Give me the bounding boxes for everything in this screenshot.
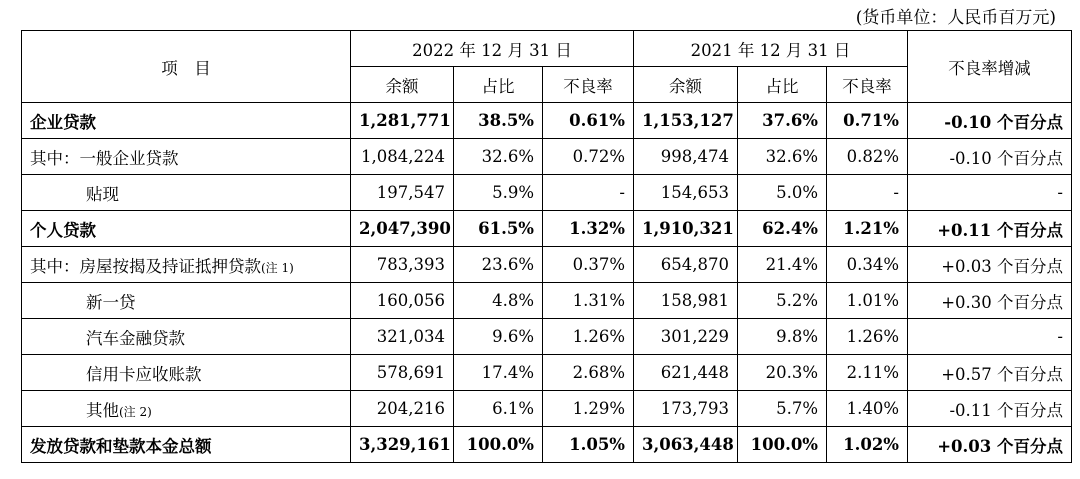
row-label: 个人贷款	[22, 211, 351, 247]
share-2022: 61.5%	[454, 211, 543, 247]
header-npl-2022: 不良率	[543, 67, 634, 103]
npl-change: -0.10 个百分点	[908, 139, 1072, 175]
npl-2022: 0.37%	[543, 247, 634, 283]
npl-change: +0.57 个百分点	[908, 355, 1072, 391]
npl-2022: 0.72%	[543, 139, 634, 175]
share-2022: 5.9%	[454, 175, 543, 211]
npl-change: -0.10 个百分点	[908, 103, 1072, 139]
balance-2022: 1,084,224	[351, 139, 454, 175]
share-2022: 4.8%	[454, 283, 543, 319]
npl-change: -0.11 个百分点	[908, 391, 1072, 427]
table-row	[22, 175, 1072, 211]
table-row	[22, 103, 1072, 139]
share-2021: 5.0%	[738, 175, 827, 211]
npl-2021: 0.71%	[827, 103, 908, 139]
balance-2021: 1,153,127	[634, 103, 738, 139]
footnote-ref: (注 2)	[119, 404, 152, 419]
npl-2021: 2.11%	[827, 355, 908, 391]
balance-2021: 301,229	[634, 319, 738, 355]
row-label: 企业贷款	[22, 103, 351, 139]
balance-2021: 173,793	[634, 391, 738, 427]
share-2022: 100.0%	[454, 427, 543, 463]
npl-2022: -	[543, 175, 634, 211]
npl-change: +0.03 个百分点	[908, 247, 1072, 283]
balance-2021: 1,910,321	[634, 211, 738, 247]
share-2021: 5.7%	[738, 391, 827, 427]
npl-2022: 1.29%	[543, 391, 634, 427]
npl-2021: 0.34%	[827, 247, 908, 283]
footnote-ref: (注 1)	[261, 260, 294, 275]
balance-2021: 158,981	[634, 283, 738, 319]
header-balance-2021: 余额	[634, 67, 738, 103]
share-2022: 38.5%	[454, 103, 543, 139]
share-2022: 6.1%	[454, 391, 543, 427]
balance-2021: 3,063,448	[634, 427, 738, 463]
npl-change: +0.30 个百分点	[908, 283, 1072, 319]
loan-quality-table	[21, 30, 1072, 463]
share-2021: 9.8%	[738, 319, 827, 355]
row-label: 新一贷	[22, 283, 351, 319]
npl-2021: 1.02%	[827, 427, 908, 463]
balance-2022: 321,034	[351, 319, 454, 355]
npl-2022: 0.61%	[543, 103, 634, 139]
row-label: 信用卡应收账款	[22, 355, 351, 391]
header-npl-change: 不良率增减	[908, 31, 1072, 103]
balance-2022: 160,056	[351, 283, 454, 319]
npl-2022: 1.26%	[543, 319, 634, 355]
npl-2021: 1.21%	[827, 211, 908, 247]
npl-change: +0.03 个百分点	[908, 427, 1072, 463]
row-label: 贴现	[22, 175, 351, 211]
row-label: 其中：一般企业贷款	[22, 139, 351, 175]
share-2021: 5.2%	[738, 283, 827, 319]
balance-2022: 3,329,161	[351, 427, 454, 463]
balance-2022: 783,393	[351, 247, 454, 283]
row-label: 发放贷款和垫款本金总额	[22, 427, 351, 463]
table-row	[22, 247, 1072, 283]
npl-2022: 1.31%	[543, 283, 634, 319]
npl-2021: 1.26%	[827, 319, 908, 355]
header-share-2022: 占比	[454, 67, 543, 103]
table-row	[22, 211, 1072, 247]
table-row-total	[22, 427, 1072, 463]
share-2022: 9.6%	[454, 319, 543, 355]
row-label: 汽车金融贷款	[22, 319, 351, 355]
npl-change: -	[908, 175, 1072, 211]
currency-unit-note: (货币单位：人民币百万元)	[855, 8, 1056, 28]
share-2021: 32.6%	[738, 139, 827, 175]
header-item: 项 目	[22, 31, 351, 103]
table-row	[22, 139, 1072, 175]
table-row	[22, 283, 1072, 319]
npl-2021: 0.82%	[827, 139, 908, 175]
header-row-top	[22, 31, 1072, 67]
balance-2022: 2,047,390	[351, 211, 454, 247]
balance-2021: 998,474	[634, 139, 738, 175]
share-2022: 32.6%	[454, 139, 543, 175]
header-share-2021: 占比	[738, 67, 827, 103]
table-row	[22, 355, 1072, 391]
header-period-2022: 2022 年 12 月 31 日	[351, 31, 634, 67]
share-2021: 62.4%	[738, 211, 827, 247]
npl-change: -	[908, 319, 1072, 355]
header-balance-2022: 余额	[351, 67, 454, 103]
npl-2021: -	[827, 175, 908, 211]
balance-2021: 621,448	[634, 355, 738, 391]
npl-change: +0.11 个百分点	[908, 211, 1072, 247]
npl-2022: 1.32%	[543, 211, 634, 247]
npl-2022: 1.05%	[543, 427, 634, 463]
npl-2021: 1.40%	[827, 391, 908, 427]
table-row	[22, 391, 1072, 427]
share-2021: 20.3%	[738, 355, 827, 391]
balance-2022: 1,281,771	[351, 103, 454, 139]
share-2021: 100.0%	[738, 427, 827, 463]
balance-2022: 578,691	[351, 355, 454, 391]
header-npl-2021: 不良率	[827, 67, 908, 103]
share-2021: 37.6%	[738, 103, 827, 139]
row-label: 其他(注 2)	[22, 391, 351, 427]
share-2022: 17.4%	[454, 355, 543, 391]
balance-2022: 197,547	[351, 175, 454, 211]
row-label: 其中：房屋按揭及持证抵押贷款(注 1)	[22, 247, 351, 283]
balance-2021: 654,870	[634, 247, 738, 283]
share-2021: 21.4%	[738, 247, 827, 283]
header-period-2021: 2021 年 12 月 31 日	[634, 31, 908, 67]
share-2022: 23.6%	[454, 247, 543, 283]
table-row	[22, 319, 1072, 355]
balance-2022: 204,216	[351, 391, 454, 427]
npl-2022: 2.68%	[543, 355, 634, 391]
balance-2021: 154,653	[634, 175, 738, 211]
npl-2021: 1.01%	[827, 283, 908, 319]
